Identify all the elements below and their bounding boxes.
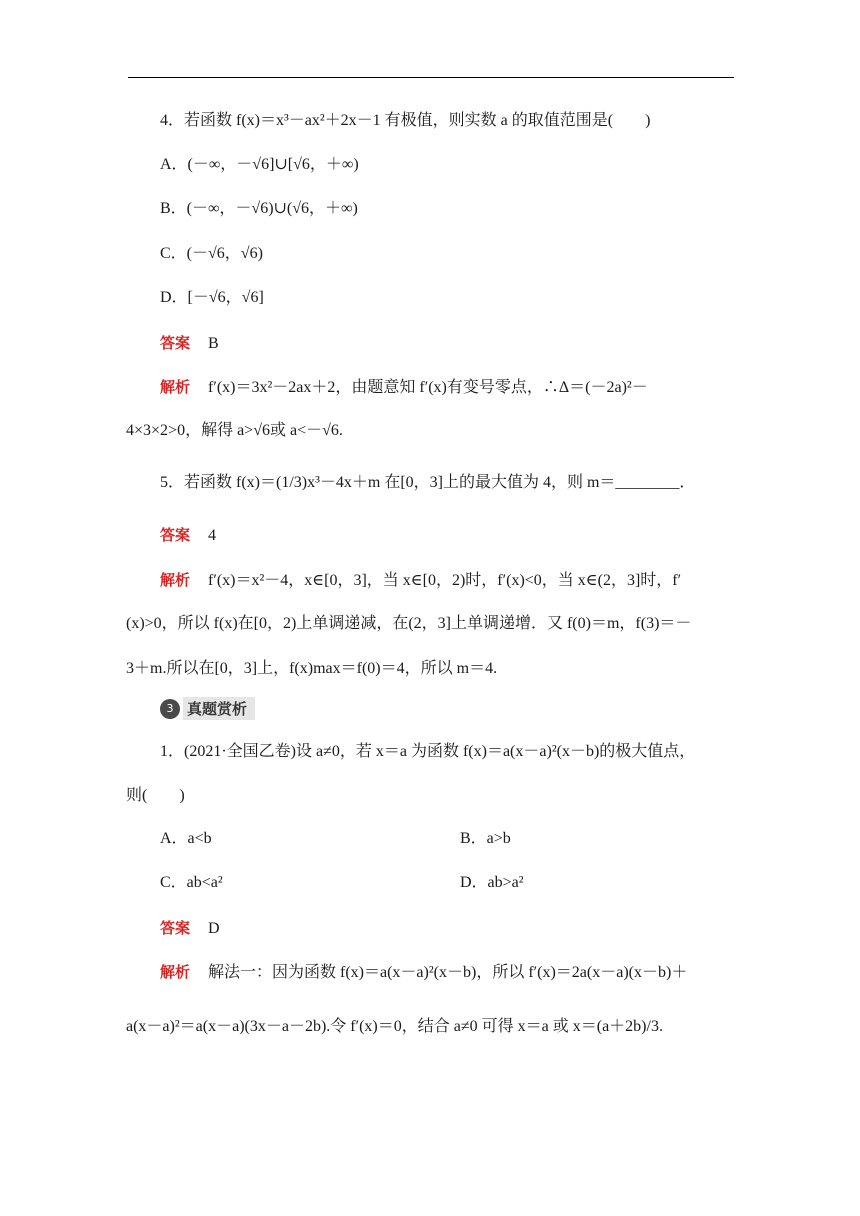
q5-answer: 4 bbox=[208, 527, 217, 544]
q4-analysis-line1: f′(x)＝3x²－2ax＋2，由题意知 f′(x)有变号零点，∴Δ＝(－2a)²－ bbox=[208, 379, 648, 396]
q1-option-c: C．ab<a² bbox=[160, 874, 223, 891]
q1-option-b: B．a>b bbox=[460, 830, 511, 847]
q4-analysis-line2: 4×3×2>0，解得 a>√6或 a<－√6. bbox=[126, 422, 343, 439]
answer-label: 答案 bbox=[160, 334, 191, 352]
q5-analysis-line2: (x)>0，所以 f(x)在[0，2)上单调递减，在(2，3]上单调递增．又 f(0)＝m，f(3)＝－ bbox=[126, 615, 692, 632]
q4-option-d: D．[－√6，√6] bbox=[160, 289, 264, 306]
answer-label: 答案 bbox=[160, 526, 191, 544]
q4-answer-row bbox=[160, 333, 219, 354]
q1-analysis-line2: a(x－a)²＝a(x－a)(3x－a－2b).令 f′(x)＝0，结合 a≠0 可得 x＝a 或 x＝(a＋2b)/3. bbox=[126, 1018, 663, 1035]
q5-analysis-row bbox=[160, 570, 681, 591]
section-number-icon: 3 bbox=[160, 699, 180, 719]
section-badge bbox=[160, 697, 255, 720]
q5-answer-row bbox=[160, 525, 216, 546]
q1-option-d: D．ab>a² bbox=[460, 874, 524, 891]
analysis-label: 解析 bbox=[160, 963, 191, 981]
q1-analysis-line1: 解法一：因为函数 f(x)＝a(x－a)²(x－b)，所以 f′(x)＝2a(x－a)(x－b)＋ bbox=[208, 964, 688, 981]
section-title: 真题赏析 bbox=[183, 697, 255, 720]
header-rule bbox=[128, 77, 734, 78]
q1-stem-line2: 则( ) bbox=[126, 787, 185, 804]
q4-option-c: C．(－√6，√6) bbox=[160, 245, 263, 262]
q1-stem-line1: 1．(2021·全国乙卷)设 a≠0，若 x＝a 为函数 f(x)＝a(x－a)²(x－b)的极大值点， bbox=[160, 743, 696, 760]
q5-stem: 5．若函数 f(x)＝(1/3)x³－4x＋m 在[0，3]上的最大值为 4，则 m＝________． bbox=[160, 474, 696, 491]
q4-analysis-row bbox=[160, 377, 648, 398]
q4-stem: 4．若函数 f(x)＝x³－ax²＋2x－1 有极值，则实数 a 的取值范围是( ) bbox=[160, 112, 651, 129]
q5-analysis-line1: f′(x)＝x²－4，x∈[0，3]，当 x∈[0，2)时，f′(x)<0，当 x∈(2，3]时，f′ bbox=[208, 572, 682, 589]
q1-analysis-row bbox=[160, 962, 687, 983]
q1-answer-row bbox=[160, 918, 220, 939]
q4-option-a: A．(－∞，－√6]∪[√6，＋∞) bbox=[160, 156, 359, 173]
analysis-label: 解析 bbox=[160, 571, 191, 589]
q5-analysis-line3: 3＋m.所以在[0，3]上，f(x)max＝f(0)＝4，所以 m＝4. bbox=[126, 660, 498, 677]
q1-option-a: A．a<b bbox=[160, 830, 212, 847]
q1-answer: D bbox=[208, 920, 220, 937]
analysis-label: 解析 bbox=[160, 378, 191, 396]
q4-answer: B bbox=[208, 335, 219, 352]
q4-option-b: B．(－∞，－√6)∪(√6，＋∞) bbox=[160, 200, 358, 217]
answer-label: 答案 bbox=[160, 919, 191, 937]
